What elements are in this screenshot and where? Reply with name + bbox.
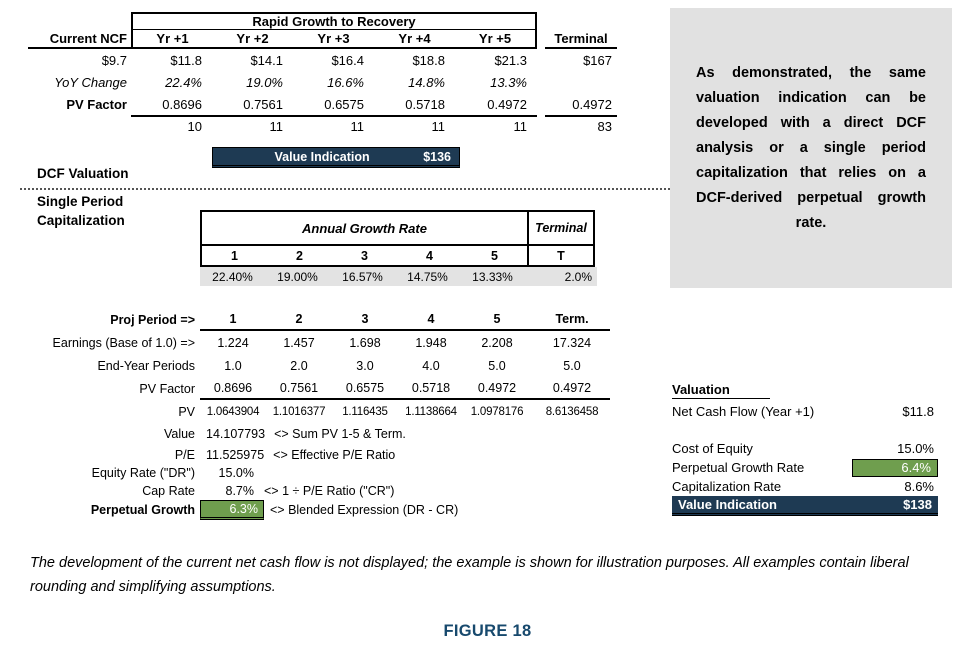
value-cell: 2.0 <box>290 358 308 373</box>
value-cell: 0.7561 <box>243 96 283 112</box>
row-label: Cap Rate <box>142 483 195 498</box>
dcf-band-title: Rapid Growth to Recovery <box>131 12 537 30</box>
row-label: Perpetual Growth Rate <box>672 460 805 475</box>
dcf-header-terminal: Terminal <box>545 30 617 49</box>
perpetual-growth-rate-highlight-cell: 6.4% <box>852 459 938 477</box>
value-cell: 0.4972 <box>572 96 612 112</box>
value-cell: 5.0 <box>488 358 506 373</box>
row-label: PV Factor <box>139 381 195 396</box>
summary-value: 8.7% <box>225 483 254 498</box>
growth-rate-terminal-cell: 2.0% <box>564 269 592 284</box>
value-cell: $14.1 <box>250 52 283 68</box>
value-cell: 0.4972 <box>552 380 592 395</box>
dcf-header-yr1: Yr +1 <box>131 30 212 49</box>
proj-col-header: 3 <box>361 311 369 326</box>
value-cell: 0.8696 <box>162 96 202 112</box>
spacer <box>537 30 545 49</box>
growth-rate-cell: 16.57% <box>342 269 383 284</box>
valuation-title-text: Valuation <box>672 382 770 399</box>
value-cell: 1.1016377 <box>272 405 326 418</box>
dcf-header-current-ncf: Current NCF <box>28 30 131 49</box>
spacer <box>545 12 617 30</box>
period-header: 5 <box>491 248 498 263</box>
row-label: Value Indication <box>678 497 777 512</box>
spacer <box>28 12 131 30</box>
row-label: Value <box>163 427 195 441</box>
annual-growth-rate-table <box>200 210 595 267</box>
row-label: Capitalization Rate <box>672 479 782 494</box>
value-cell: 19.0% <box>246 74 283 90</box>
valuation-row-perpetual-growth-rate <box>672 458 938 477</box>
value-cell: 22.4% <box>165 74 202 90</box>
value-cell: 16.6% <box>327 74 364 90</box>
period-header: 4 <box>426 248 433 263</box>
value-cell: 11 <box>212 115 293 136</box>
proj-row-end-year <box>30 354 610 377</box>
dcf-table <box>28 12 617 136</box>
valuation-row-cost-of-equity <box>672 439 938 458</box>
row-label: P/E <box>174 447 195 462</box>
valuation-title <box>672 382 938 402</box>
spacer <box>537 115 545 136</box>
commentary-text: As demonstrated, the same valuation indication can be developed with a direct DCF analysis or a single period capitalization that relies on a DCF-derived perpetual growth rate. <box>696 64 926 231</box>
proj-col-header: 2 <box>295 311 303 326</box>
spacer <box>537 49 545 71</box>
row-label: Equity Rate ("DR") <box>91 466 195 480</box>
value-cell: $21.3 <box>494 52 527 68</box>
value-cell: 1.0 <box>224 358 242 373</box>
proj-summary-perpetual-growth <box>30 499 610 521</box>
proj-row-pv-factor <box>30 377 610 400</box>
value-cell: 0.4972 <box>477 380 517 395</box>
proj-header-row <box>30 308 610 331</box>
proj-col-header: 4 <box>427 311 435 326</box>
value-cell: 4.0 <box>422 358 440 373</box>
row-value: 8.6% <box>904 479 934 494</box>
row-label: End-Year Periods <box>97 358 195 373</box>
value-cell: 1.457 <box>283 335 315 350</box>
row-label: PV Factor <box>66 96 127 112</box>
growth-table-title: Annual Growth Rate <box>202 212 527 246</box>
period-header: 2 <box>296 248 303 263</box>
summary-note: <> 1 ÷ P/E Ratio ("CR") <box>264 483 395 498</box>
value-cell: 0.6575 <box>345 380 385 395</box>
period-header: 3 <box>361 248 368 263</box>
summary-value: 11.525975 <box>206 447 265 462</box>
row-label: YoY Change <box>54 74 127 90</box>
row-label: Earnings (Base of 1.0) => <box>52 335 195 350</box>
value-cell: 0.6575 <box>324 96 364 112</box>
badge-value: $136 <box>423 149 451 164</box>
row-value: 15.0% <box>897 441 934 456</box>
value-cell: 2.208 <box>481 335 513 350</box>
period-header-terminal: T <box>527 246 593 265</box>
section-divider <box>20 188 670 190</box>
value-cell: 11 <box>293 115 374 136</box>
value-cell: 8.6136458 <box>545 405 599 418</box>
proj-row-pv <box>30 400 610 423</box>
proj-summary-pe <box>30 445 610 464</box>
proj-summary-value <box>30 423 610 445</box>
value-cell: 11 <box>455 115 537 136</box>
spacer <box>545 71 617 93</box>
projection-table <box>30 308 610 521</box>
spacer <box>537 93 545 115</box>
row-label: Cost of Equity <box>672 441 753 456</box>
valuation-row-net-cash-flow <box>672 402 938 421</box>
row-label: Perpetual Growth <box>90 503 195 517</box>
value-cell: 13.3% <box>490 74 527 90</box>
footnote-text: The development of the current net cash flow is not displayed; the example is shown for illustration purposes. All examples contain liberal rounding and simplifying assumptions. <box>30 555 909 595</box>
growth-rate-cell: 19.00% <box>277 269 318 284</box>
value-cell: $16.4 <box>331 52 364 68</box>
row-value: $11.8 <box>902 404 934 419</box>
value-cell: 0.7561 <box>279 380 319 395</box>
proj-summary-cap-rate <box>30 482 610 499</box>
dcf-header-yr4: Yr +4 <box>374 30 455 49</box>
summary-value: 15.0% <box>218 466 254 480</box>
proj-header-label: Proj Period => <box>110 312 195 327</box>
value-cell: 1.224 <box>217 335 249 350</box>
growth-table-terminal-header: Terminal <box>527 212 593 246</box>
value-cell: $11.8 <box>170 52 202 68</box>
growth-rate-cell: 13.33% <box>472 269 513 284</box>
valuation-row-capitalization-rate <box>672 477 938 496</box>
value-cell: 1.0978176 <box>470 405 524 418</box>
value-cell: $167 <box>583 52 612 68</box>
summary-note: <> Effective P/E Ratio <box>273 447 396 462</box>
dcf-header-yr3: Yr +3 <box>293 30 374 49</box>
proj-col-header-terminal: Term. <box>555 311 589 326</box>
dcf-header-yr5: Yr +5 <box>455 30 537 49</box>
spacer <box>537 12 545 30</box>
value-cell: 83 <box>545 115 617 136</box>
valuation-panel <box>672 382 938 516</box>
value-cell: $18.8 <box>412 52 445 68</box>
row-label: Net Cash Flow (Year +1) <box>672 404 815 419</box>
dcf-value-indication-badge <box>212 147 460 168</box>
value-cell: 14.8% <box>408 74 445 90</box>
value-cell: $9.7 <box>101 52 127 68</box>
section-label-dcf-valuation: DCF Valuation <box>37 166 129 181</box>
value-cell: 0.8696 <box>213 380 253 395</box>
growth-rates-row <box>200 267 597 286</box>
proj-col-header: 1 <box>229 311 237 326</box>
value-cell: 1.1138664 <box>405 405 457 418</box>
value-cell: 1.948 <box>415 335 447 350</box>
row-label: PV <box>178 404 195 419</box>
summary-note: <> Blended Expression (DR - CR) <box>270 503 459 517</box>
summary-note: <> Sum PV 1-5 & Term. <box>274 427 406 441</box>
value-cell: 1.116435 <box>342 405 388 418</box>
proj-summary-equity-rate <box>30 464 610 482</box>
value-cell: 0.4972 <box>487 96 527 112</box>
spacer <box>28 115 131 136</box>
value-cell: 1.0643904 <box>206 405 260 418</box>
proj-col-header: 5 <box>493 311 501 326</box>
section-label-single-period: Single Period <box>37 194 124 209</box>
growth-period-headers <box>202 246 527 265</box>
dcf-header-yr2: Yr +2 <box>212 30 293 49</box>
value-cell: 5.0 <box>563 358 581 373</box>
proj-row-earnings <box>30 331 610 354</box>
row-value: $138 <box>903 497 932 512</box>
value-cell: 3.0 <box>356 358 374 373</box>
value-cell: 0.5718 <box>405 96 445 112</box>
growth-rate-cell: 22.40% <box>212 269 253 284</box>
valuation-row-value-indication <box>672 496 938 516</box>
growth-rate-cell: 14.75% <box>407 269 448 284</box>
section-label-capitalization: Capitalization <box>37 213 125 228</box>
summary-value: 14.107793 <box>206 427 266 441</box>
value-cell: 1.698 <box>349 335 381 350</box>
value-cell: 0.5718 <box>411 380 451 395</box>
commentary-box <box>670 8 952 288</box>
figure-caption: FIGURE 18 <box>443 622 532 640</box>
value-cell: 10 <box>131 115 212 136</box>
spacer <box>537 71 545 93</box>
value-cell: 11 <box>374 115 455 136</box>
badge-label: Value Indication <box>274 149 370 164</box>
period-header: 1 <box>231 248 238 263</box>
perpetual-growth-highlight-cell: 6.3% <box>200 500 264 520</box>
value-cell: 17.324 <box>552 335 592 350</box>
